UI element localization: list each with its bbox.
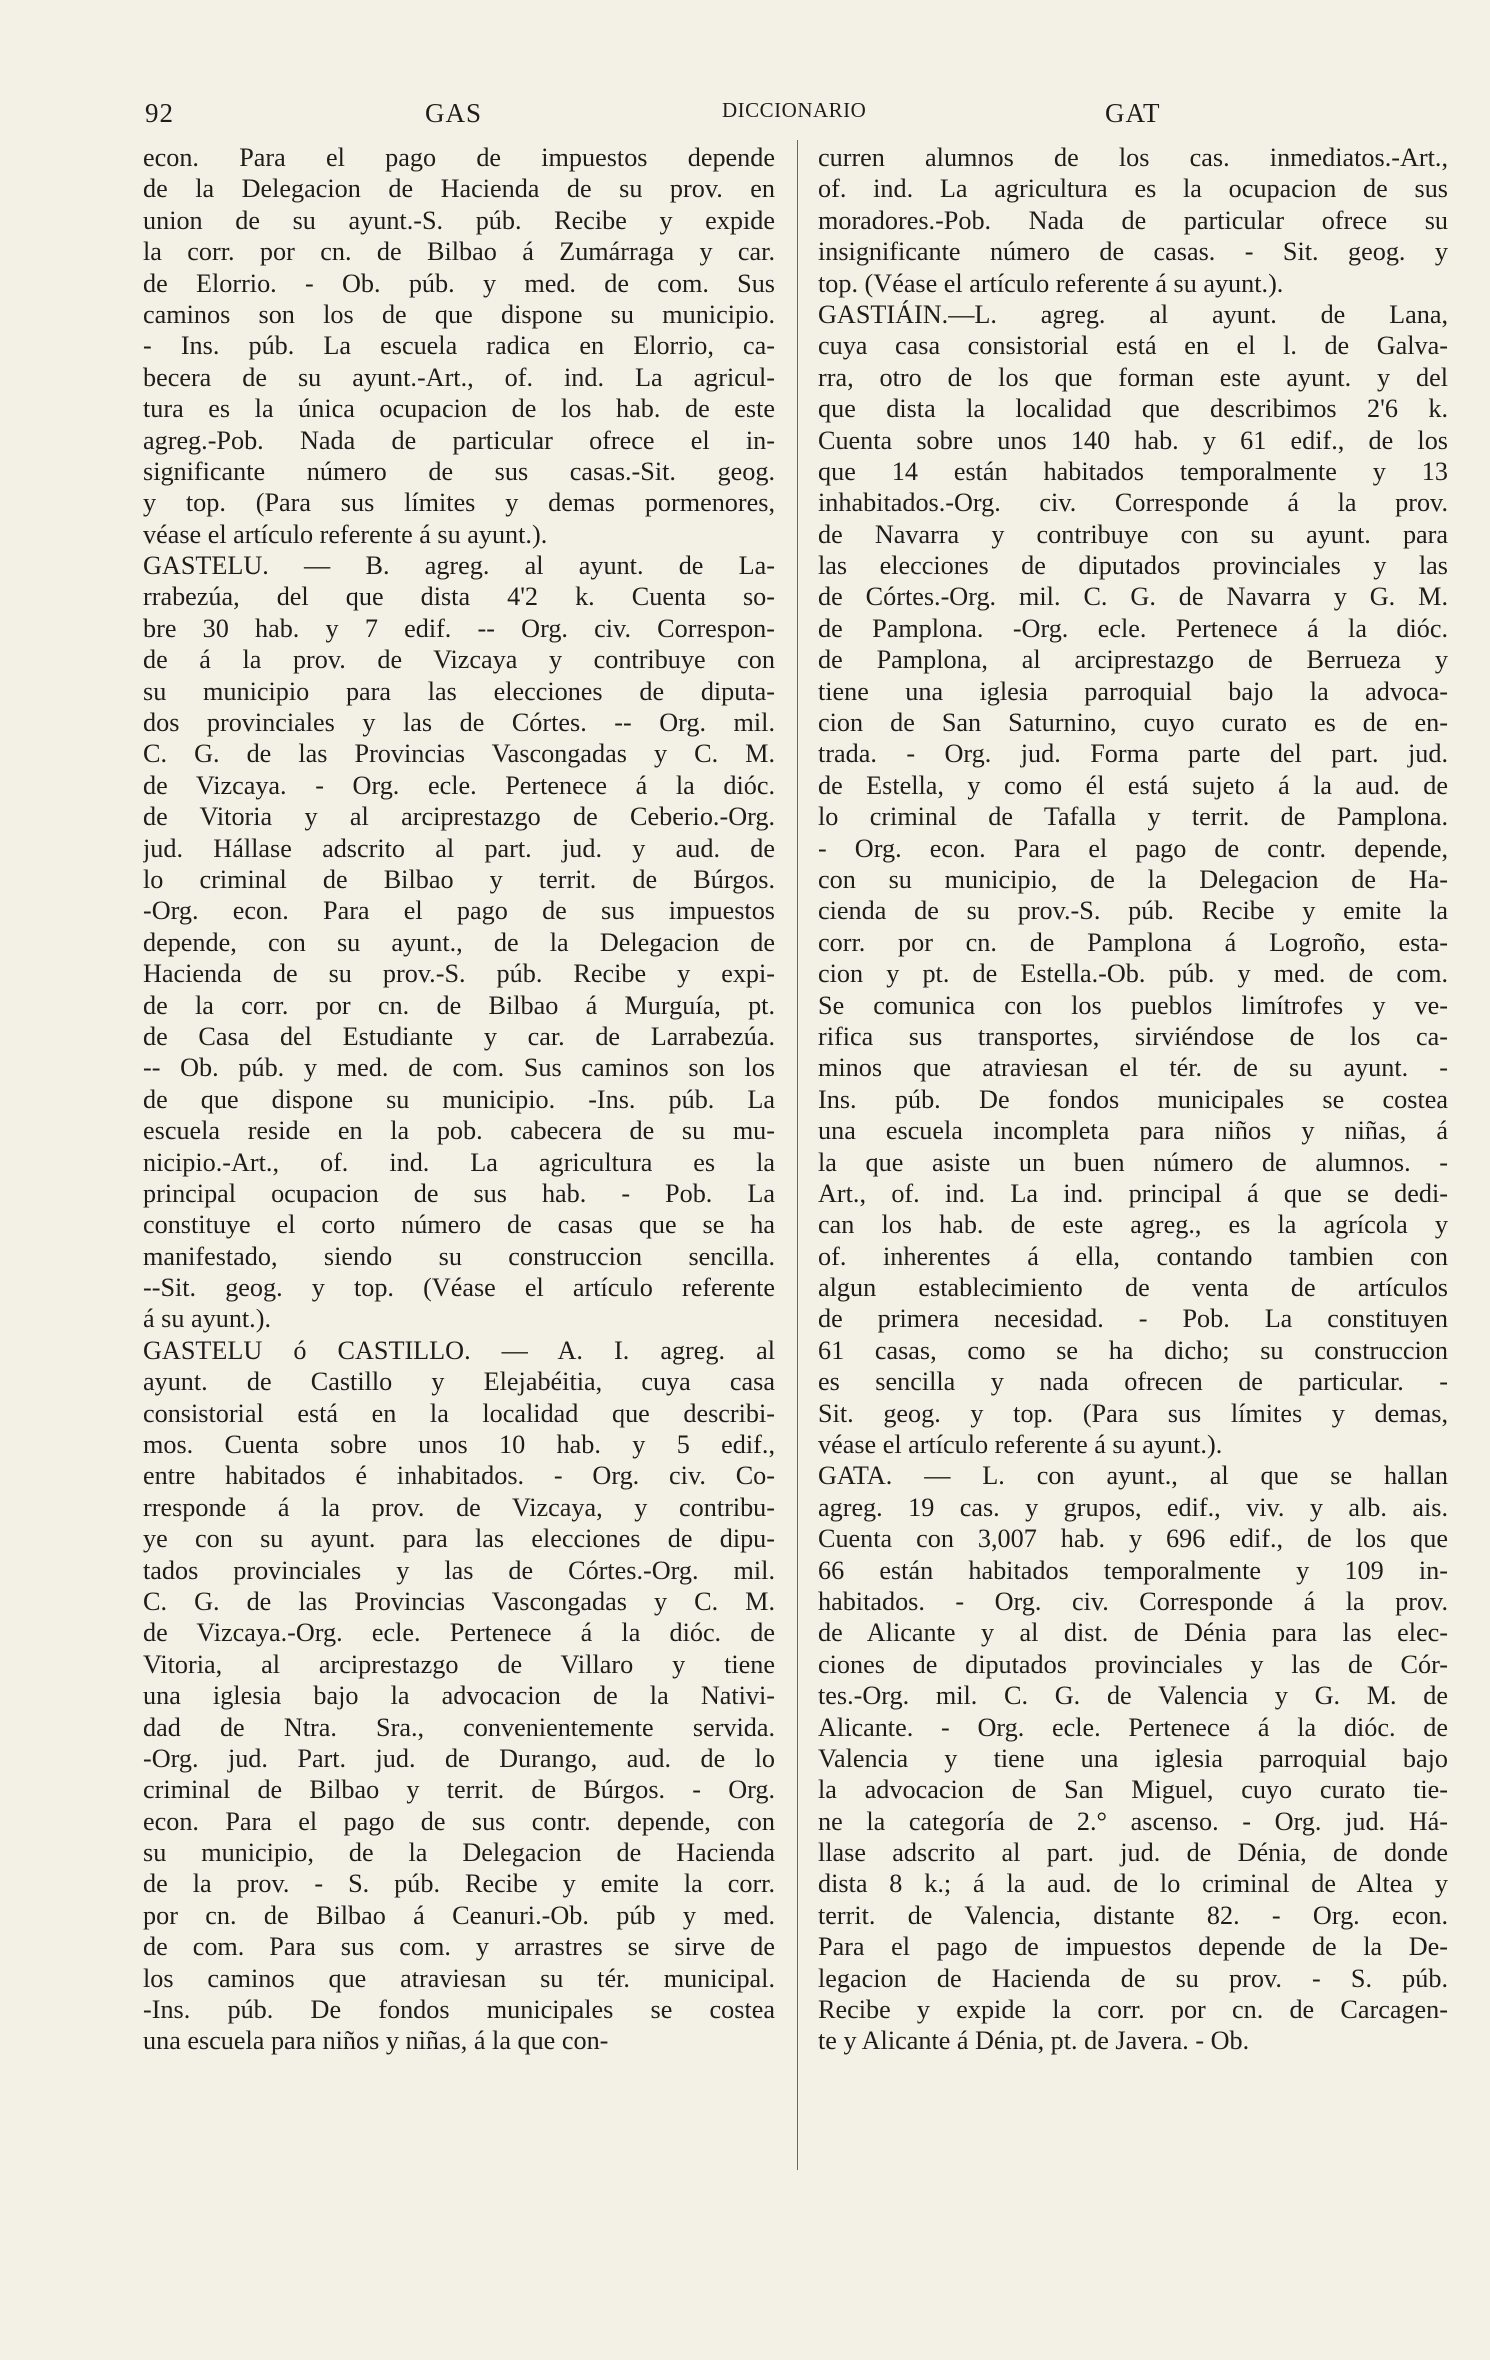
text-line: algun establecimiento de venta de artículos — [818, 1273, 1448, 1303]
text-line: Art., of. ind. La ind. principal á que se dedi- — [818, 1178, 1448, 1208]
text-line: 66 están habitados temporalmente y 109 in- — [818, 1555, 1448, 1585]
text-line: véase el artículo referente á su ayunt.). — [818, 1430, 1223, 1460]
text-line: mos. Cuenta sobre unos 10 hab. y 5 edif., — [143, 1430, 775, 1460]
text-line: ne la categoría de 2.° ascenso. - Org. jud. Há- — [818, 1806, 1448, 1836]
text-line: curren alumnos de los cas. inmediatos.-Art., — [818, 143, 1448, 172]
text-line: C. G. de las Provincias Vascongadas y C. M. — [143, 1586, 775, 1616]
page-number: 92 — [145, 98, 174, 128]
text-line: lo criminal de Bilbao y territ. de Búrgos. — [143, 864, 775, 894]
text-line: de primera necesidad. - Pob. La constituyen — [818, 1304, 1448, 1334]
running-head-left: GAS — [425, 98, 483, 128]
text-line: Recibe y expide la corr. por cn. de Carcagen- — [818, 1995, 1448, 2025]
text-line: de que dispone su municipio. -Ins. púb. La — [143, 1084, 775, 1114]
text-line: ciones de diputados provinciales y las de Cór- — [818, 1649, 1448, 1679]
text-line: por cn. de Bilbao á Ceanuri.-Ob. púb y med. — [143, 1900, 775, 1930]
text-line: es sencilla y nada ofrecen de particular. - — [818, 1367, 1448, 1397]
text-line: la que asiste un buen número de alumnos. - — [818, 1147, 1448, 1177]
text-line: de la corr. por cn. de Bilbao á Murguía, pt. — [143, 990, 775, 1020]
text-line: y top. (Para sus límites y demas pormenores, — [143, 488, 775, 518]
text-line: can los hab. de este agreg., es la agrícola y — [818, 1210, 1448, 1240]
text-line: una iglesia bajo la advocacion de la Nativi- — [143, 1681, 775, 1711]
text-line: --Sit. geog. y top. (Véase el artículo referente — [143, 1273, 775, 1303]
text-line: Sit. geog. y top. (Para sus límites y demas, — [818, 1398, 1448, 1428]
text-line: de com. Para sus com. y arrastres se sirve de — [143, 1932, 775, 1962]
text-line: Cuenta sobre unos 140 hab. y 61 edif., de los — [818, 425, 1448, 455]
text-line: Cuenta con 3,007 hab. y 696 edif., de los que — [818, 1524, 1448, 1554]
text-line: depende, con su ayunt., de la Delegacion de — [143, 927, 775, 957]
text-line: bre 30 hab. y 7 edif. -- Org. civ. Correspon- — [143, 613, 775, 643]
text-line: moradores.-Pob. Nada de particular ofrece su — [818, 205, 1448, 235]
text-line: escuela reside en la pob. cabecera de su mu- — [143, 1116, 775, 1146]
running-head-title: DICCIONARIO — [722, 98, 867, 122]
text-line: of. inherentes á ella, contando tambien con — [818, 1241, 1448, 1271]
text-line: de Casa del Estudiante y car. de Larrabezúa. — [143, 1021, 775, 1051]
text-line: de Córtes.-Org. mil. C. G. de Navarra y G. M. — [818, 582, 1448, 612]
text-line: Ins. púb. De fondos municipales se costea — [818, 1084, 1448, 1114]
text-line: de la prov. - S. púb. Recibe y emite la corr. — [143, 1869, 775, 1899]
text-line: -Org. jud. Part. jud. de Durango, aud. de lo — [143, 1743, 775, 1773]
text-line: inhabitados.-Org. civ. Corresponde á la prov. — [818, 488, 1448, 518]
text-line: econ. Para el pago de sus contr. depende, con — [143, 1806, 775, 1836]
text-line: habitados. - Org. civ. Corresponde á la prov. — [818, 1586, 1448, 1616]
left-text-column — [143, 142, 775, 2057]
text-line: entre habitados é inhabitados. - Org. civ. Co- — [143, 1461, 775, 1491]
text-line: Valencia y tiene una iglesia parroquial bajo — [818, 1743, 1448, 1773]
text-line: de Estella, y como él está sujeto á la aud. de — [818, 770, 1448, 800]
running-head-right: GAT — [1105, 98, 1161, 128]
text-line: GATA. — L. con ayunt., al que se hallan — [818, 1461, 1448, 1491]
text-line: su municipio para las elecciones de diputa- — [143, 676, 775, 706]
text-line: tados provinciales y las de Córtes.-Org. mil. — [143, 1555, 775, 1585]
text-line: tiene una iglesia parroquial bajo la advoca- — [818, 676, 1448, 706]
text-line: de Vizcaya.-Org. ecle. Pertenece á la dióc. de — [143, 1618, 775, 1648]
text-line: cuya casa consistorial está en el l. de Galva- — [818, 331, 1448, 361]
text-line: Vitoria, al arciprestazgo de Villaro y tiene — [143, 1649, 775, 1679]
text-line: ayunt. de Castillo y Elejabéitia, cuya casa — [143, 1367, 775, 1397]
text-line: lo criminal de Tafalla y territ. de Pamplona. — [818, 802, 1448, 832]
text-line: á su ayunt.). — [143, 1304, 271, 1334]
text-line: econ. Para el pago de impuestos depende — [143, 143, 775, 172]
text-line: top. (Véase el artículo referente á su ayunt.). — [818, 268, 1284, 298]
right-text-column — [818, 142, 1448, 2057]
text-line: de Elorrio. - Ob. púb. y med. de com. Sus — [143, 268, 775, 298]
text-line: GASTELU. — B. agreg. al ayunt. de La- — [143, 551, 775, 581]
text-line: llase adscrito al part. jud. de Dénia, de donde — [818, 1838, 1448, 1868]
text-line: de Pamplona. -Org. ecle. Pertenece á la dióc. — [818, 613, 1448, 643]
text-line: becera de su ayunt.-Art., of. ind. La agricul- — [143, 362, 775, 392]
text-line: dos provinciales y las de Córtes. -- Org. mil. — [143, 708, 775, 738]
text-line: corr. por cn. de Pamplona á Logroño, esta- — [818, 927, 1448, 957]
text-line: ye con su ayunt. para las elecciones de dipu- — [143, 1524, 775, 1554]
text-line: rra, otro de los que forman este ayunt. y del — [818, 362, 1448, 392]
text-line: principal ocupacion de sus hab. - Pob. La — [143, 1178, 775, 1208]
text-line: véase el artículo referente á su ayunt.). — [143, 519, 548, 549]
text-line: -Org. econ. Para el pago de sus impuestos — [143, 896, 775, 926]
text-line: GASTELU ó CASTILLO. — A. I. agreg. al — [143, 1335, 775, 1365]
text-line: cion de San Saturnino, cuyo curato es de en- — [818, 708, 1448, 738]
text-line: Hacienda de su prov.-S. púb. Recibe y expi- — [143, 959, 775, 989]
text-line: cienda de su prov.-S. púb. Recibe y emite la — [818, 896, 1448, 926]
text-line: -- Ob. púb. y med. de com. Sus caminos son los — [143, 1053, 775, 1083]
column-divider — [797, 140, 798, 2170]
text-line: de á la prov. de Vizcaya y contribuye con — [143, 645, 775, 675]
text-line: de Vitoria y al arciprestazgo de Ceberio.-Org. — [143, 802, 775, 832]
text-line: jud. Hállase adscrito al part. jud. y aud. de — [143, 833, 775, 863]
text-line: tura es la única ocupacion de los hab. de este — [143, 394, 775, 424]
text-line: rifica sus transportes, sirviéndose de los ca- — [818, 1021, 1448, 1051]
text-line: trada. - Org. jud. Forma parte del part. jud. — [818, 739, 1448, 769]
text-line: - Ins. púb. La escuela radica en Elorrio, ca- — [143, 331, 775, 361]
text-line: rrabezúa, del que dista 4'2 k. Cuenta so- — [143, 582, 775, 612]
text-line: la corr. por cn. de Bilbao á Zumárraga y car. — [143, 237, 775, 267]
text-line: los caminos que atraviesan su tér. municipal. — [143, 1963, 775, 1993]
text-line: significante número de sus casas.-Sit. geog. — [143, 456, 775, 486]
text-line: Para el pago de impuestos depende de la De- — [818, 1932, 1448, 1962]
text-line: la advocacion de San Miguel, cuyo curato tie- — [818, 1775, 1448, 1805]
text-line: que 14 están habitados temporalmente y 13 — [818, 456, 1448, 486]
text-line: territ. de Valencia, distante 82. - Org. econ. — [818, 1900, 1448, 1930]
text-line: 61 casas, como se ha dicho; su construccion — [818, 1335, 1448, 1365]
text-line: - Org. econ. Para el pago de contr. depende, — [818, 833, 1448, 863]
text-line: su municipio, de la Delegacion de Hacienda — [143, 1838, 775, 1868]
text-line: C. G. de las Provincias Vascongadas y C. M. — [143, 739, 775, 769]
text-line: de Navarra y contribuye con su ayunt. para — [818, 519, 1448, 549]
text-line: criminal de Bilbao y territ. de Búrgos. - Org. — [143, 1775, 775, 1805]
text-line: constituye el corto número de casas que se ha — [143, 1210, 775, 1240]
text-line: con su municipio, de la Delegacion de Ha- — [818, 864, 1448, 894]
text-line: legacion de Hacienda de su prov. - S. púb. — [818, 1963, 1448, 1993]
text-line: de la Delegacion de Hacienda de su prov. en — [143, 174, 775, 204]
text-line: de Pamplona, al arciprestazgo de Berrueza y — [818, 645, 1448, 675]
text-line: nicipio.-Art., of. ind. La agricultura es la — [143, 1147, 775, 1177]
text-line: rresponde á la prov. de Vizcaya, y contribu- — [143, 1492, 775, 1522]
text-line: manifestado, siendo su construccion sencilla. — [143, 1241, 775, 1271]
text-line: dad de Ntra. Sra., convenientemente servida. — [143, 1712, 775, 1742]
text-line: Se comunica con los pueblos limítrofes y ve- — [818, 990, 1448, 1020]
text-line: de Alicante y al dist. de Dénia para las elec- — [818, 1618, 1448, 1648]
text-line: minos que atraviesan el tér. de su ayunt. - — [818, 1053, 1448, 1083]
text-line: agreg. 19 cas. y grupos, edif., viv. y alb. ais. — [818, 1492, 1448, 1522]
text-line: caminos son los de que dispone su municipio. — [143, 299, 775, 329]
text-line: consistorial está en la localidad que describi- — [143, 1398, 775, 1428]
text-line: GASTIÁIN.—L. agreg. al ayunt. de Lana, — [818, 299, 1448, 329]
text-line: te y Alicante á Dénia, pt. de Javera. - Ob. — [818, 2026, 1250, 2056]
text-line: Alicante. - Org. ecle. Pertenece á la dióc. de — [818, 1712, 1448, 1742]
text-line: de Vizcaya. - Org. ecle. Pertenece á la dióc. — [143, 770, 775, 800]
text-line: tes.-Org. mil. C. G. de Valencia y G. M. de — [818, 1681, 1448, 1711]
text-line: dista 8 k.; á la aud. de lo criminal de Altea y — [818, 1869, 1448, 1899]
text-line: una escuela para niños y niñas, á la que con- — [143, 2026, 609, 2056]
text-line: que dista la localidad que describimos 2'6 k. — [818, 394, 1448, 424]
text-line: insignificante número de casas. - Sit. geog. y — [818, 237, 1448, 267]
text-line: las elecciones de diputados provinciales y las — [818, 551, 1448, 581]
text-line: agreg.-Pob. Nada de particular ofrece el in- — [143, 425, 775, 455]
text-line: cion y pt. de Estella.-Ob. púb. y med. de com. — [818, 959, 1448, 989]
text-line: -Ins. púb. De fondos municipales se costea — [143, 1995, 775, 2025]
text-line: of. ind. La agricultura es la ocupacion de sus — [818, 174, 1448, 204]
text-line: union de su ayunt.-S. púb. Recibe y expide — [143, 205, 775, 235]
text-line: una escuela incompleta para niños y niñas, á — [818, 1116, 1448, 1146]
